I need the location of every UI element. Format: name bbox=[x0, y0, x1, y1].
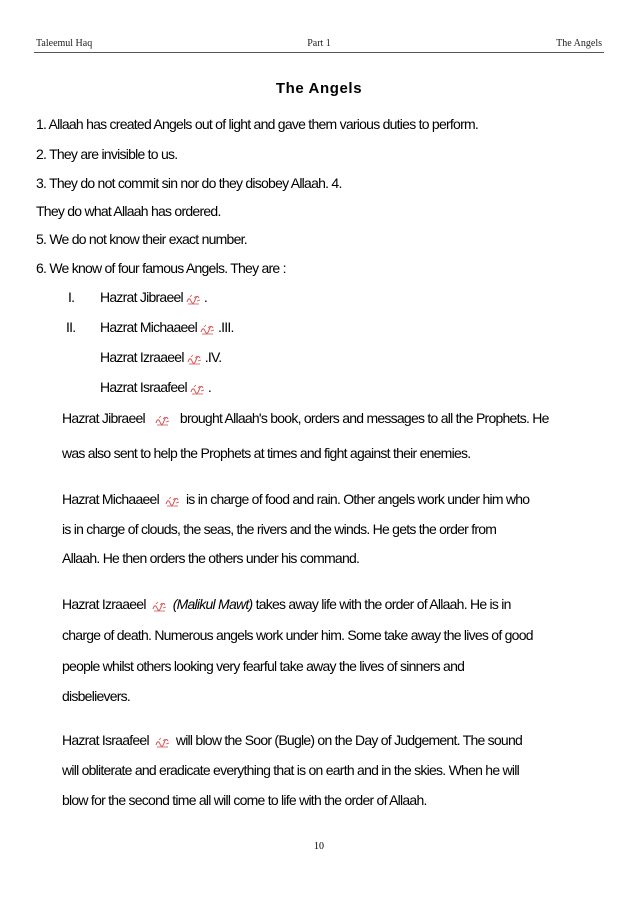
alayhis-salaam-seal-icon bbox=[152, 601, 167, 612]
michaaeel-line-2: is in charge of clouds, the seas, the rivers and the winds. He gets the order from bbox=[62, 521, 497, 537]
jibraeel-line-1: Hazrat Jibraeel brought Allaah's book, orders and messages to all the Prophets. He bbox=[62, 410, 549, 426]
alayhis-salaam-seal-icon bbox=[165, 496, 180, 507]
header-center: Part 1 bbox=[307, 38, 331, 49]
izraaeel-line-1: Hazrat Izraaeel (Malikul Mawt) takes away life with the order of Allaah. He is in bbox=[62, 596, 511, 612]
jibraeel-line-2: was also sent to help the Prophets at times and fight against their enemies. bbox=[62, 445, 471, 461]
michaaeel-line-3: Allaah. He then orders the others under his command. bbox=[62, 550, 360, 566]
alayhis-salaam-seal-icon bbox=[155, 737, 170, 748]
angel-name: Hazrat Jibraeel bbox=[100, 289, 183, 305]
alayhis-salaam-seal-icon bbox=[190, 384, 205, 395]
point-5: 5. We do not know their exact number. bbox=[36, 231, 247, 247]
alayhis-salaam-seal-icon bbox=[186, 294, 201, 305]
israafeel-line-3: blow for the second time all will come to life with the order of Allaah. bbox=[62, 792, 427, 808]
alayhis-salaam-seal-icon bbox=[155, 415, 170, 426]
point-3: 3. They do not commit sin nor do they disobey Allaah. 4. bbox=[36, 175, 342, 191]
list-number: I. bbox=[68, 289, 75, 305]
header-left: Taleemul Haq bbox=[36, 38, 93, 49]
angel-list-item-4: Hazrat Israafeel . bbox=[100, 379, 211, 395]
header-right: The Angels bbox=[556, 38, 602, 49]
page-number: 10 bbox=[314, 841, 324, 852]
page-title: The Angels bbox=[275, 80, 363, 97]
list-number: II. bbox=[66, 319, 76, 335]
point-3-continuation: They do what Allaah has ordered. bbox=[36, 203, 221, 219]
angel-name: Hazrat Izraaeel bbox=[100, 349, 184, 365]
angel-name: Hazrat Israafeel bbox=[100, 379, 187, 395]
point-6: 6. We know of four famous Angels. They are : bbox=[36, 260, 286, 276]
angel-list-item-3: Hazrat Izraaeel .IV. bbox=[100, 349, 222, 365]
header-divider bbox=[34, 52, 604, 53]
izraaeel-line-2: charge of death. Numerous angels work under him. Some take away the lives of good bbox=[62, 627, 533, 643]
michaaeel-line-1: Hazrat Michaaeel is in charge of food and rain. Other angels work under him who bbox=[62, 491, 530, 507]
izraaeel-line-4: disbelievers. bbox=[62, 688, 131, 704]
israafeel-line-2: will obliterate and eradicate everything that is on earth and in the skies. When he will bbox=[62, 762, 519, 778]
angel-name: Hazrat Michaaeel bbox=[100, 319, 197, 335]
point-1: 1. Allaah has created Angels out of light and gave them various duties to perform. bbox=[36, 116, 479, 132]
alayhis-salaam-seal-icon bbox=[200, 324, 215, 335]
izraaeel-line-3: people whilst others looking very fearful take away the lives of sinners and bbox=[62, 658, 465, 674]
israafeel-line-1: Hazrat Israafeel will blow the Soor (Bugle) on the Day of Judgement. The sound bbox=[62, 732, 523, 748]
angel-list-item-2: II. Hazrat Michaaeel .III. bbox=[66, 319, 234, 335]
alayhis-salaam-seal-icon bbox=[187, 354, 202, 365]
angel-list-item-1: I. Hazrat Jibraeel . bbox=[68, 289, 208, 305]
point-2: 2. They are invisible to us. bbox=[36, 146, 178, 162]
